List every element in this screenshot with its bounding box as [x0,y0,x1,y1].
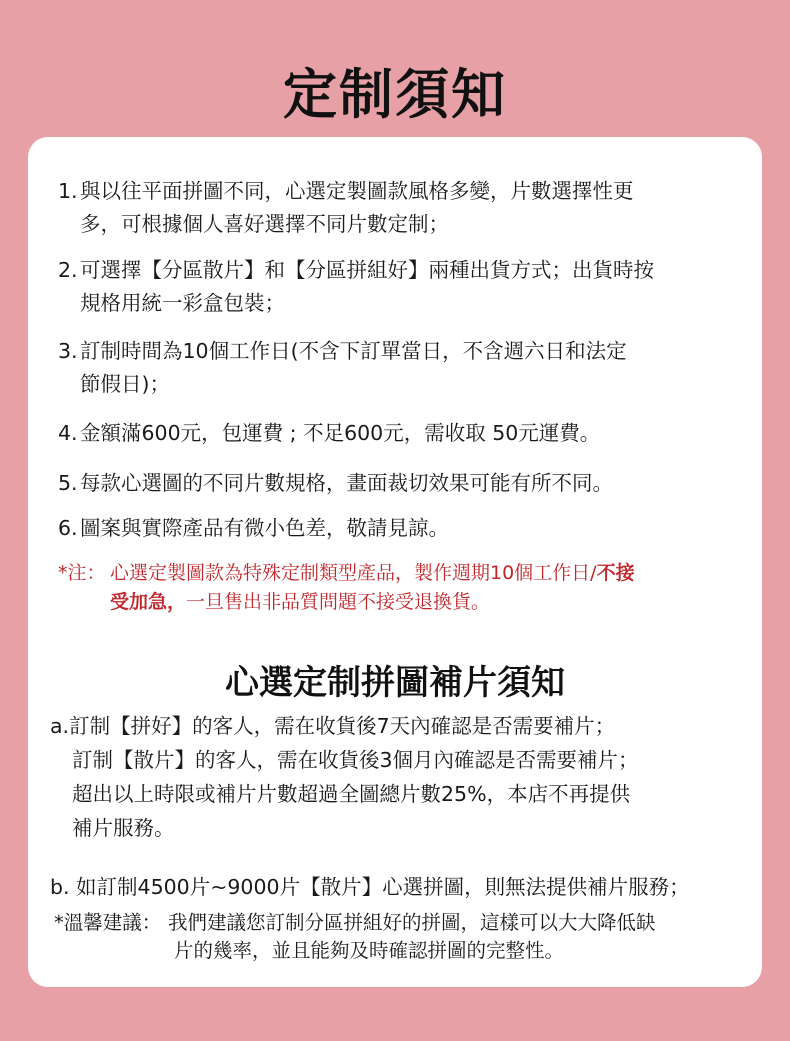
rule-number: 6. [58,516,78,540]
rule-text: 訂制時間為10個工作日(不含下訂單當日，不含週六日和法定 [80,339,627,363]
policy-line: 訂制【散片】的客人，需在收貨後3個月內確認是否需要補片； [72,748,639,772]
rule-item-1 [58,175,748,241]
rule-number: 2. [58,258,78,282]
rule-item-2 [58,254,748,320]
section-title: 心選定制拼圖補片須知 [225,663,565,703]
rule-text: 金額滿600元，包運費 ; 不足600元，需收取 50元運費。 [80,421,601,445]
special-note [58,559,748,617]
rule-number: 1. [58,179,78,203]
tip-text-cont: 片的幾率，並且能夠及時確認拼圖的完整性。 [174,939,565,962]
note-text: 心選定製圖款為特殊定制類型產品，製作週期10個工作日/ [110,562,597,584]
rule-text: 與以往平面拼圖不同，心選定製圖款風格多變，片數選擇性更 [80,179,634,203]
note-lead: *注： [58,562,106,584]
notice-card [28,137,762,987]
rule-item-4 [58,417,748,450]
policy-line: a.訂制【拼好】的客人，需在收貨後7天內確認是否需要補片； [50,714,616,738]
rule-item-5 [58,467,748,500]
rule-number: 5. [58,471,78,495]
rule-text-cont: 節假日)； [80,372,170,396]
note-text: 一旦售出非品質問題不接受退換貨。 [186,591,491,613]
rule-number: 4. [58,421,78,445]
rule-text: 圖案與實際產品有微小色差，敬請見諒。 [80,516,449,540]
rule-number: 3. [58,339,78,363]
warm-tip [54,909,754,965]
refill-policy-b: b. 如訂制4500片~9000片【散片】心選拼圖，則無法提供補片服務； [50,875,690,899]
rule-item-6 [58,512,748,545]
tip-lead: *溫馨建議： [54,911,162,934]
note-bold: 不接 [596,562,635,584]
rule-text: 可選擇【分區散片】和【分區拼組好】兩種出貨方式；出貨時按 [80,258,654,282]
refill-policy-a [50,709,750,845]
rule-text-cont: 多，可根據個人喜好選擇不同片數定制； [80,212,449,236]
note-bold: 受加急， [110,591,187,613]
policy-line: 補片服務。 [72,816,175,840]
policy-line: 超出以上時限或補片片數超過全圖總片數25%，本店不再提供 [72,782,631,806]
tip-text: 我們建議您訂制分區拼組好的拼圖，這樣可以大大降低缺 [168,911,656,934]
rule-text: 每款心選圖的不同片數規格，畫面裁切效果可能有所不同。 [80,471,613,495]
rule-text-cont: 規格用統一彩盒包裝； [80,291,285,315]
page-title: 定制須知 [283,63,507,126]
rule-item-3 [58,335,748,401]
